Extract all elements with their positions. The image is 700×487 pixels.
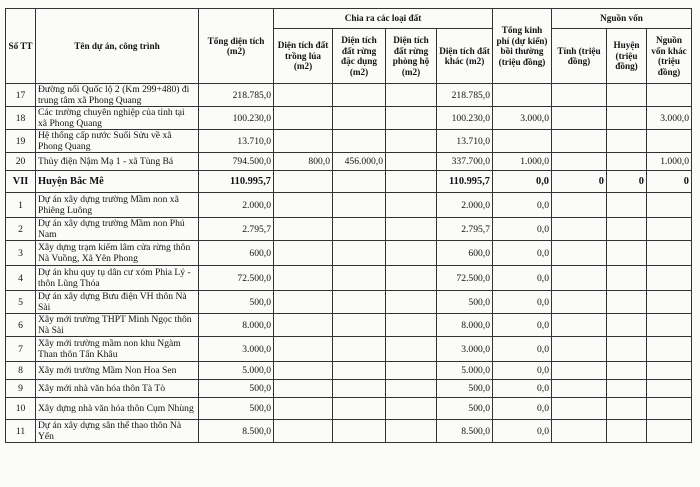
cell-rice [274, 193, 333, 218]
cell-cost: 3.000,0 [493, 107, 552, 130]
cell-stt: 9 [6, 380, 36, 398]
cell-stt: 6 [6, 314, 36, 337]
cell-stt: 20 [6, 153, 36, 171]
col-header-total-area: Tổng diện tích (m2) [199, 9, 274, 84]
cell-district [607, 84, 647, 107]
table-row [6, 266, 692, 291]
table-row [6, 291, 692, 314]
cell-otherfund [647, 380, 692, 398]
cell-protect [386, 107, 437, 130]
cell-special [333, 266, 386, 291]
cell-cost: 0,0 [493, 398, 552, 420]
cell-special [333, 193, 386, 218]
table-row [6, 241, 692, 266]
cell-total: 5.000,0 [199, 362, 274, 380]
cell-special [333, 218, 386, 241]
cell-province [552, 130, 607, 153]
cell-other: 600,0 [437, 241, 493, 266]
cell-name: Xây mới trường THPT Minh Ngọc thôn Nà Sài [36, 314, 199, 337]
cell-otherfund [647, 314, 692, 337]
cell-otherfund [647, 398, 692, 420]
cell-rice: 800,0 [274, 153, 333, 171]
cell-protect [386, 241, 437, 266]
cell-rice [274, 107, 333, 130]
cell-total: 218.785,0 [199, 84, 274, 107]
cell-district [607, 314, 647, 337]
cell-protect [386, 420, 437, 443]
cell-stt: 19 [6, 130, 36, 153]
cell-cost: 0,0 [493, 218, 552, 241]
cell-province [552, 266, 607, 291]
cell-other: 218.785,0 [437, 84, 493, 107]
cell-special [333, 171, 386, 193]
cell-cost: 0,0 [493, 362, 552, 380]
cell-province [552, 291, 607, 314]
cell-special [333, 314, 386, 337]
cell-stt: 10 [6, 398, 36, 420]
cell-rice [274, 362, 333, 380]
cell-otherfund: 1.000,0 [647, 153, 692, 171]
cell-special: 456.000,0 [333, 153, 386, 171]
cell-cost [493, 84, 552, 107]
cell-protect [386, 380, 437, 398]
cell-district [607, 193, 647, 218]
cell-total: 8.000,0 [199, 314, 274, 337]
table-row [6, 420, 692, 443]
col-header-special-forest: Diện tích đất rừng đặc dụng (m2) [333, 29, 386, 84]
cell-otherfund [647, 193, 692, 218]
cell-protect [386, 84, 437, 107]
cell-special [333, 107, 386, 130]
cell-protect [386, 362, 437, 380]
cell-stt: 4 [6, 266, 36, 291]
cell-total: 8.500,0 [199, 420, 274, 443]
cell-cost: 0,0 [493, 266, 552, 291]
cell-cost [493, 130, 552, 153]
col-header-district: Huyện (triệu đồng) [607, 29, 647, 84]
cell-other: 500,0 [437, 291, 493, 314]
cell-otherfund [647, 84, 692, 107]
cell-district [607, 291, 647, 314]
cell-special [333, 420, 386, 443]
cell-district [607, 337, 647, 362]
cell-protect [386, 398, 437, 420]
table-row [6, 218, 692, 241]
cell-protect [386, 337, 437, 362]
col-header-protect-forest: Diện tích đất rừng phòng hộ (m2) [386, 29, 437, 84]
cell-otherfund [647, 337, 692, 362]
cell-total: 500,0 [199, 398, 274, 420]
cell-otherfund [647, 241, 692, 266]
cell-cost: 0,0 [493, 337, 552, 362]
cell-otherfund [647, 291, 692, 314]
cell-total: 3.000,0 [199, 337, 274, 362]
cell-cost: 0,0 [493, 193, 552, 218]
col-header-other-fund: Nguồn vốn khác (triệu đồng) [647, 29, 692, 84]
cell-otherfund: 0 [647, 171, 692, 193]
cell-cost: 0,0 [493, 171, 552, 193]
cell-total: 2.795,7 [199, 218, 274, 241]
cell-name: Thủy điện Nậm Mạ 1 - xã Tùng Bá [36, 153, 199, 171]
cell-other: 13.710,0 [437, 130, 493, 153]
cell-province [552, 362, 607, 380]
cell-other: 100.230,0 [437, 107, 493, 130]
cell-district [607, 266, 647, 291]
cell-protect [386, 218, 437, 241]
cell-name: Xây mới trường mầm non khu Ngàm Than thôn Tẩn Khâu [36, 337, 199, 362]
cell-protect [386, 171, 437, 193]
cell-protect [386, 266, 437, 291]
cell-special [333, 84, 386, 107]
cell-stt: 11 [6, 420, 36, 443]
cell-rice [274, 218, 333, 241]
cell-special [333, 398, 386, 420]
cell-name: Hệ thống cấp nước Suối Sửu về xã Phong Quang [36, 130, 199, 153]
cell-otherfund [647, 218, 692, 241]
cell-stt: 17 [6, 84, 36, 107]
cell-district [607, 241, 647, 266]
cell-total: 72.500,0 [199, 266, 274, 291]
table-row [6, 193, 692, 218]
cell-name: Dự án khu quy tụ dân cư xóm Phia Lý - thôn Lũng Thóa [36, 266, 199, 291]
table-body [6, 84, 692, 443]
cell-stt: 7 [6, 337, 36, 362]
cell-other: 500,0 [437, 398, 493, 420]
cell-protect [386, 291, 437, 314]
table-row [6, 84, 692, 107]
col-header-province: Tỉnh (triệu đồng) [552, 29, 607, 84]
cell-province [552, 153, 607, 171]
col-header-rice: Diện tích đất trồng lúa (m2) [274, 29, 333, 84]
cell-name: Dự án xây dựng trường Mầm non Phú Nam [36, 218, 199, 241]
col-header-fund-group: Nguồn vốn [552, 9, 692, 29]
cell-province [552, 314, 607, 337]
cell-province [552, 337, 607, 362]
cell-province [552, 193, 607, 218]
cell-other: 2.000,0 [437, 193, 493, 218]
cell-rice [274, 266, 333, 291]
cell-name: Xây mới trường Mầm Non Hoa Sen [36, 362, 199, 380]
cell-other: 500,0 [437, 380, 493, 398]
table-row [6, 398, 692, 420]
cell-stt: 2 [6, 218, 36, 241]
cell-otherfund [647, 266, 692, 291]
cell-district [607, 153, 647, 171]
cell-otherfund [647, 420, 692, 443]
cell-name: Xây mới nhà văn hóa thôn Tà Tò [36, 380, 199, 398]
cell-cost: 0,0 [493, 420, 552, 443]
cell-district [607, 398, 647, 420]
cell-name: Xây dựng trạm kiểm lâm cửa rừng thôn Nà Vuồng, Xã Yên Phong [36, 241, 199, 266]
cell-other: 8.500,0 [437, 420, 493, 443]
cell-other: 110.995,7 [437, 171, 493, 193]
cell-stt: 8 [6, 362, 36, 380]
table-row [6, 337, 692, 362]
cell-province [552, 420, 607, 443]
cell-total: 600,0 [199, 241, 274, 266]
cell-rice [274, 420, 333, 443]
cell-cost: 0,0 [493, 314, 552, 337]
cell-district [607, 218, 647, 241]
cell-rice [274, 291, 333, 314]
cell-total: 100.230,0 [199, 107, 274, 130]
cell-total: 110.995,7 [199, 171, 274, 193]
cell-province [552, 218, 607, 241]
cell-province: 0 [552, 171, 607, 193]
cell-stt: VII [6, 171, 36, 193]
cell-special [333, 241, 386, 266]
table-row [6, 362, 692, 380]
cell-name: Xây dựng nhà văn hóa thôn Cụm Nhùng [36, 398, 199, 420]
table-row [6, 380, 692, 398]
cell-otherfund: 3.000,0 [647, 107, 692, 130]
cell-rice [274, 130, 333, 153]
cell-total: 2.000,0 [199, 193, 274, 218]
cell-stt: 18 [6, 107, 36, 130]
cell-other: 72.500,0 [437, 266, 493, 291]
cell-name: Đường nối Quốc lộ 2 (Km 299+480) đi trung tâm xã Phong Quang [36, 84, 199, 107]
cell-special [333, 291, 386, 314]
cell-district [607, 130, 647, 153]
cell-special [333, 380, 386, 398]
cell-cost: 0,0 [493, 291, 552, 314]
table-row [6, 130, 692, 153]
cell-rice [274, 398, 333, 420]
cell-total: 500,0 [199, 380, 274, 398]
cell-stt: 1 [6, 193, 36, 218]
table-row [6, 153, 692, 171]
header-row-top [6, 9, 692, 29]
cell-province [552, 241, 607, 266]
cell-rice [274, 314, 333, 337]
cell-stt: 3 [6, 241, 36, 266]
cell-rice [274, 171, 333, 193]
cell-district [607, 362, 647, 380]
cell-name: Dự án xây dựng trường Mầm non xã Phiêng Luông [36, 193, 199, 218]
cell-district: 0 [607, 171, 647, 193]
cell-total: 13.710,0 [199, 130, 274, 153]
cell-name: Các trường chuyên nghiệp của tỉnh tại xã Phong Quang [36, 107, 199, 130]
cell-other: 5.000,0 [437, 362, 493, 380]
cell-protect [386, 153, 437, 171]
cell-province [552, 84, 607, 107]
cell-cost: 1.000,0 [493, 153, 552, 171]
cell-other: 8.000,0 [437, 314, 493, 337]
cell-province [552, 380, 607, 398]
cell-other: 2.795,7 [437, 218, 493, 241]
land-project-table [5, 8, 692, 443]
cell-otherfund [647, 130, 692, 153]
table-row [6, 314, 692, 337]
cell-name: Dự án xây dựng Bưu điện VH thôn Nà Sài [36, 291, 199, 314]
cell-otherfund [647, 362, 692, 380]
cell-other: 3.000,0 [437, 337, 493, 362]
cell-rice [274, 84, 333, 107]
cell-cost: 0,0 [493, 241, 552, 266]
col-header-other-land: Diện tích đất khác (m2) [437, 29, 493, 84]
cell-special [333, 130, 386, 153]
cell-special [333, 362, 386, 380]
col-header-stt: Số TT [6, 9, 36, 84]
cell-name: Huyện Bắc Mê [36, 171, 199, 193]
cell-protect [386, 193, 437, 218]
cell-special [333, 337, 386, 362]
table-row [6, 107, 692, 130]
col-header-cost: Tổng kinh phí (dự kiến) bồi thường (triệu đồng) [493, 9, 552, 84]
col-header-land-group: Chia ra các loại đất [274, 9, 493, 29]
table-group-row [6, 171, 692, 193]
cell-province [552, 107, 607, 130]
cell-rice [274, 241, 333, 266]
col-header-name: Tên dự án, công trình [36, 9, 199, 84]
cell-province [552, 398, 607, 420]
cell-cost: 0,0 [493, 380, 552, 398]
cell-district [607, 380, 647, 398]
cell-district [607, 420, 647, 443]
cell-total: 500,0 [199, 291, 274, 314]
cell-protect [386, 130, 437, 153]
cell-stt: 5 [6, 291, 36, 314]
cell-other: 337.700,0 [437, 153, 493, 171]
cell-rice [274, 380, 333, 398]
cell-rice [274, 337, 333, 362]
cell-district [607, 107, 647, 130]
cell-name: Dự án xây dựng sân thể thao thôn Nà Yến [36, 420, 199, 443]
cell-total: 794.500,0 [199, 153, 274, 171]
cell-protect [386, 314, 437, 337]
